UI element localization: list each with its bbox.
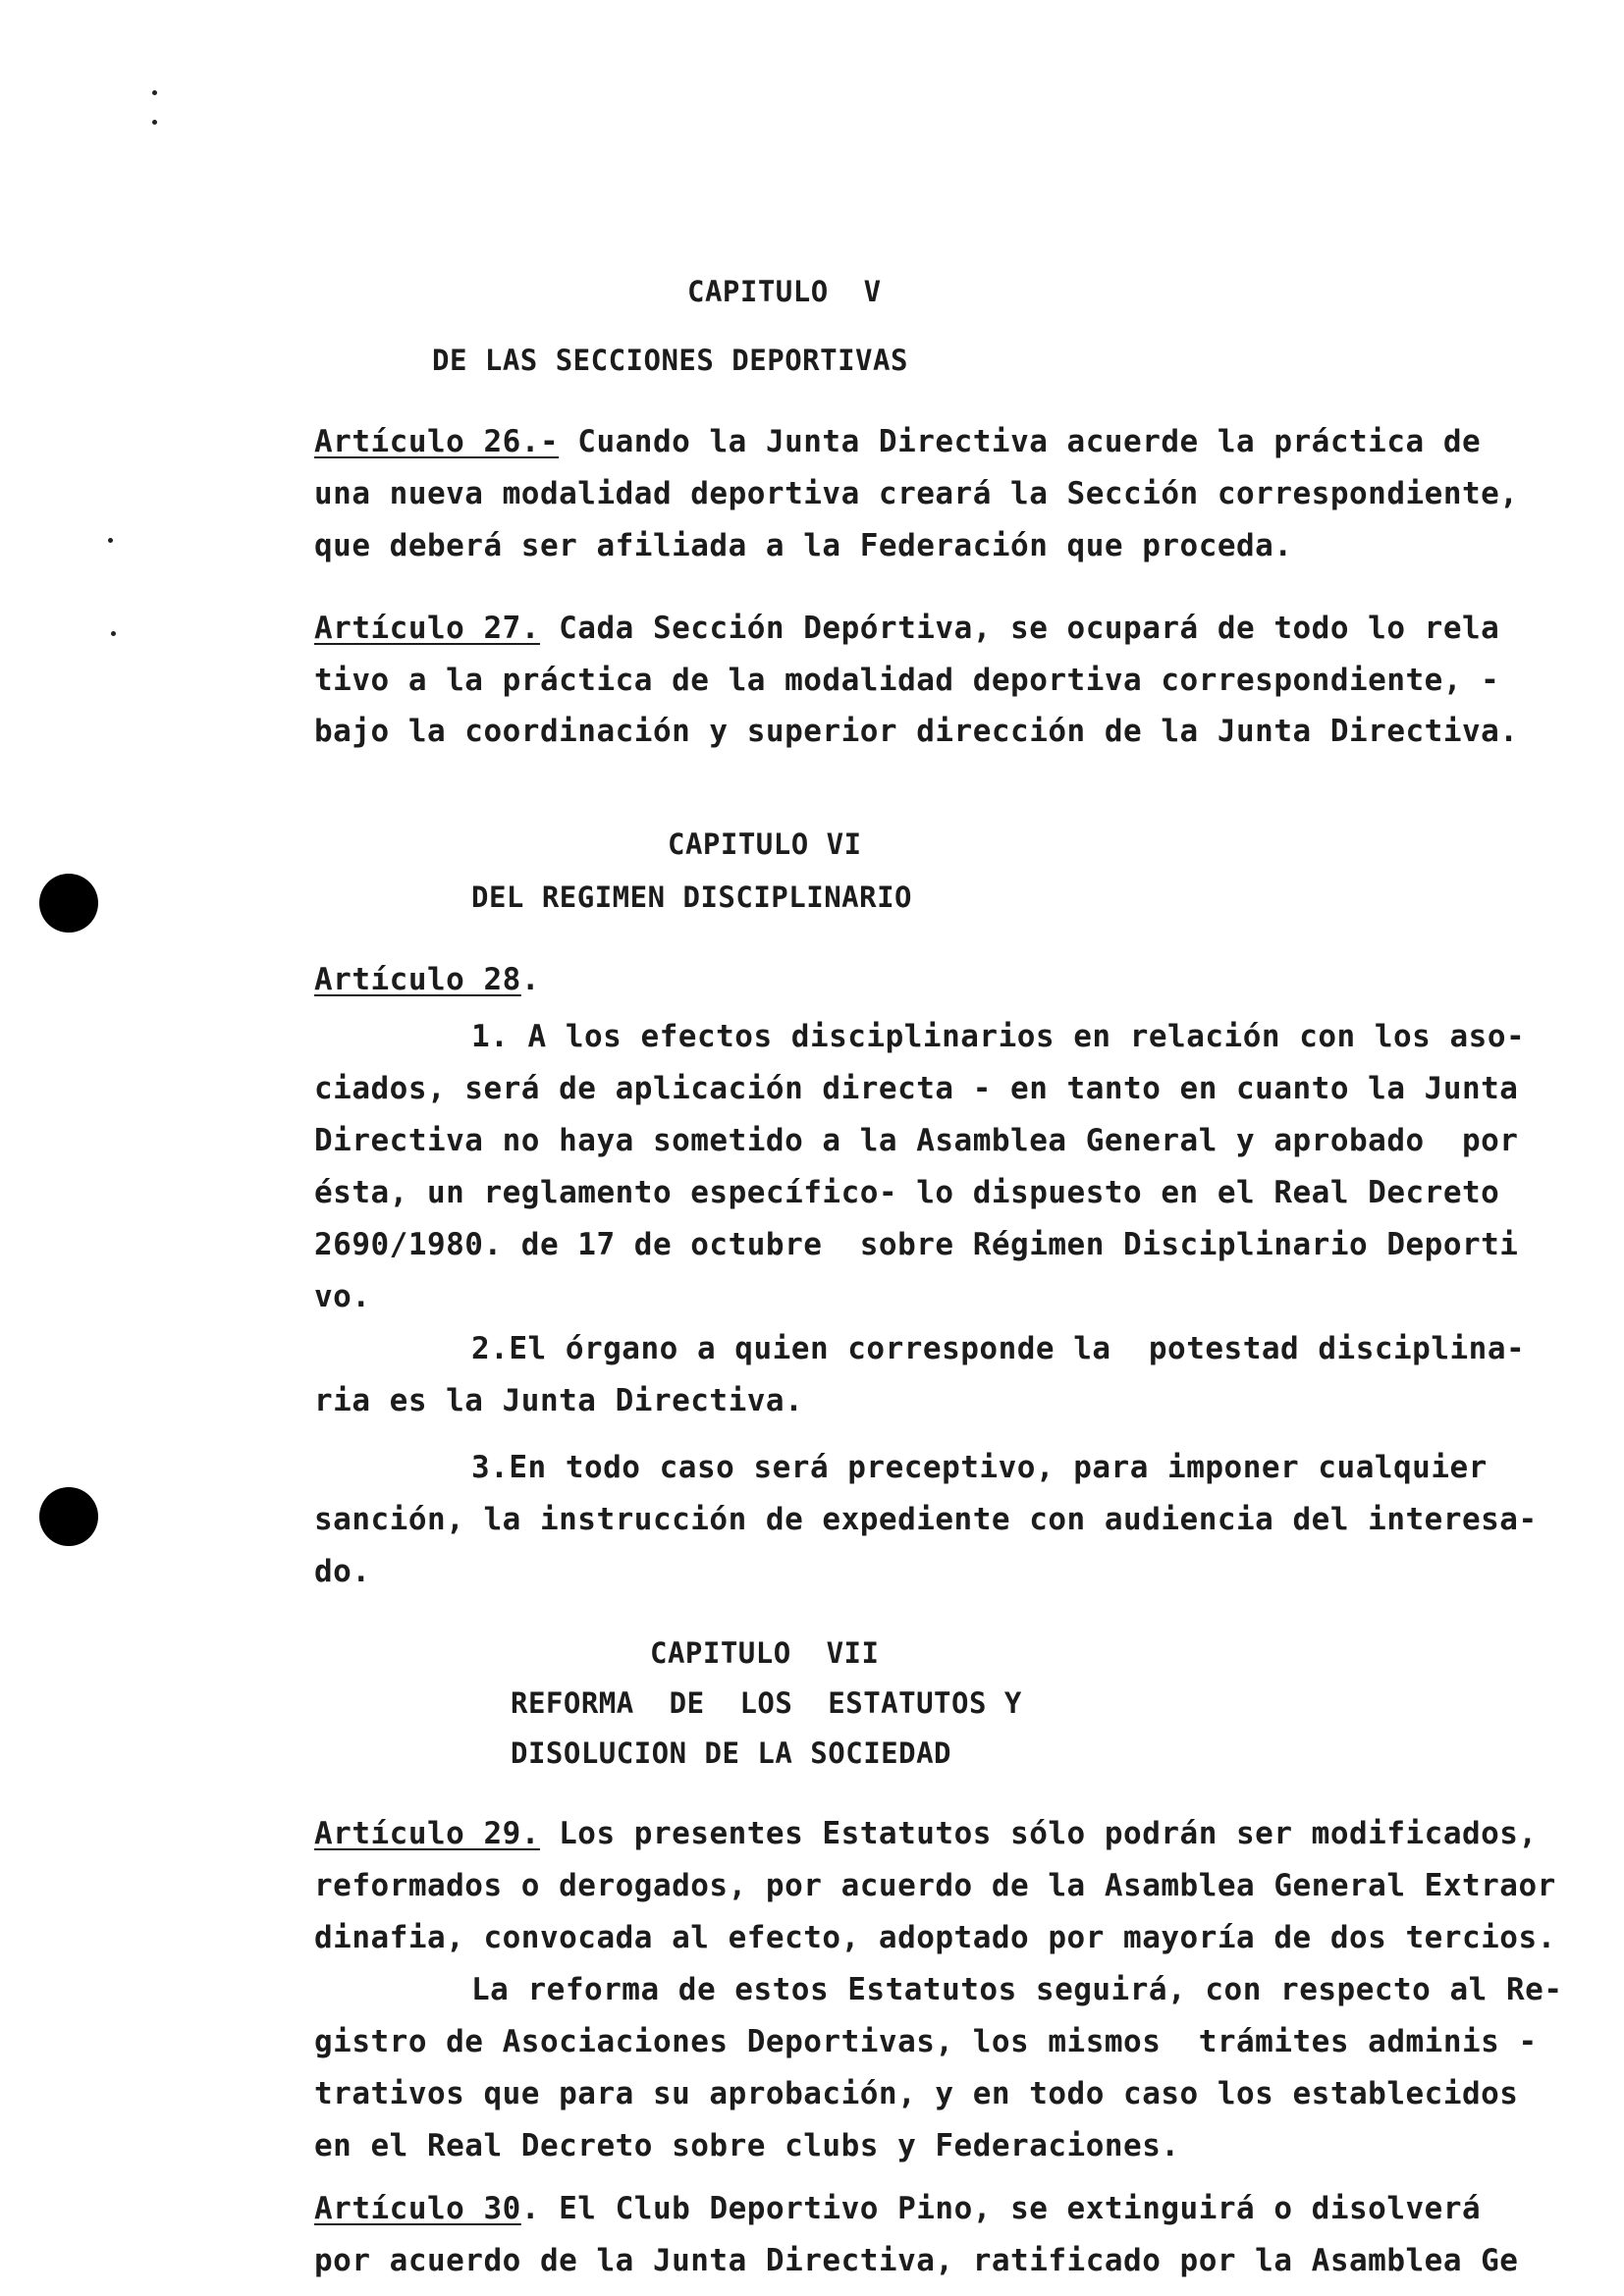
article-30-line-2: por acuerdo de la Junta Directiva, ratificado por la Asamblea Ge [314,2243,1519,2278]
article-26-label: Artículo 26.- [314,424,560,459]
article-26-line-2: una nueva modalidad deportiva creará la Sección correspondiente, [314,476,1519,511]
article-28-p2-line-2: ria es la Junta Directiva. [314,1383,804,1418]
article-28-p1-line-4: ésta, un reglamento específico- lo dispuesto en el Real Decreto [314,1175,1500,1210]
article-29-label: Artículo 29. [314,1816,540,1851]
article-26-line-3: que deberá ser afiliada a la Federación que proceda. [314,528,1293,563]
article-28-label: Artículo 28 [314,962,521,997]
speck [111,631,116,636]
chapter-7-subtitle-1: REFORMA DE LOS ESTATUTOS Y [511,1686,1022,1720]
article-28-p1-line-2: ciados, será de aplicación directa - en tanto en cuanto la Junta [314,1071,1519,1106]
chapter-7-subtitle-2: DISOLUCION DE LA SOCIEDAD [511,1736,951,1770]
article-28-p1-line-3: Directiva no haya sometido a la Asamblea General y aprobado por [314,1123,1519,1158]
article-28-p1-line-1: 1. A los efectos disciplinarios en relación con los aso- [471,1019,1526,1054]
article-29-p2-line-4: en el Real Decreto sobre clubs y Federaciones. [314,2128,1180,2163]
chapter-7-title: CAPITULO VII [650,1636,880,1670]
article-29-p2-line-3: trativos que para su aprobación, y en todo caso los establecidos [314,2076,1519,2111]
article-28-heading: Artículo 28. [314,962,540,997]
article-30-line-1: Artículo 30. El Club Deportivo Pino, se extinguirá o disolverá [314,2191,1482,2226]
chapter-5-title: CAPITULO V [687,275,882,308]
chapter-6-subtitle: DEL REGIMEN DISCIPLINARIO [471,881,912,914]
article-27-label: Artículo 27. [314,611,540,646]
article-28-p1-line-5: 2690/1980. de 17 de octubre sobre Régimen Disciplinario Deporti [314,1227,1519,1262]
article-28-p2-line-1: 2.El órgano a quien corresponde la potestad disciplina- [471,1331,1526,1366]
article-28-p3-line-2: sanción, la instrucción de expediente con audiencia del interesa- [314,1502,1538,1537]
article-28-p1-line-6: vo. [314,1279,371,1314]
speck [108,538,113,543]
article-26-line-1: Artículo 26.- Cuando la Junta Directiva acuerde la práctica de [314,424,1482,459]
article-29-p2-line-1: La reforma de estos Estatutos seguirá, con respecto al Re- [471,1972,1563,2007]
punch-hole-bottom [39,1487,98,1546]
chapter-6-title: CAPITULO VI [668,828,862,861]
article-28-p3-line-1: 3.En todo caso será preceptivo, para imponer cualquier [471,1450,1488,1485]
article-29-line-2: reformados o derogados, por acuerdo de la Asamblea General Extraor [314,1868,1556,1903]
article-29-line-1: Artículo 29. Los presentes Estatutos sólo podrán ser modificados, [314,1816,1538,1851]
speck [152,120,157,125]
article-30-label: Artículo 30 [314,2191,521,2226]
article-29-p2-line-2: gistro de Asociaciones Deportivas, los mismos trámites adminis - [314,2024,1538,2059]
article-27-line-2: tivo a la práctica de la modalidad deportiva correspondiente, - [314,663,1500,698]
chapter-5-subtitle: DE LAS SECCIONES DEPORTIVAS [432,344,908,377]
speck [152,90,157,95]
article-27-line-1: Artículo 27. Cada Sección Depórtiva, se ocupará de todo lo rela [314,611,1500,646]
punch-hole-top [39,874,98,933]
article-29-line-3: dinafia, convocada al efecto, adoptado por mayoría de dos tercios. [314,1920,1556,1955]
article-28-p3-line-3: do. [314,1554,371,1589]
article-27-line-3: bajo la coordinación y superior dirección de la Junta Directiva. [314,714,1519,749]
